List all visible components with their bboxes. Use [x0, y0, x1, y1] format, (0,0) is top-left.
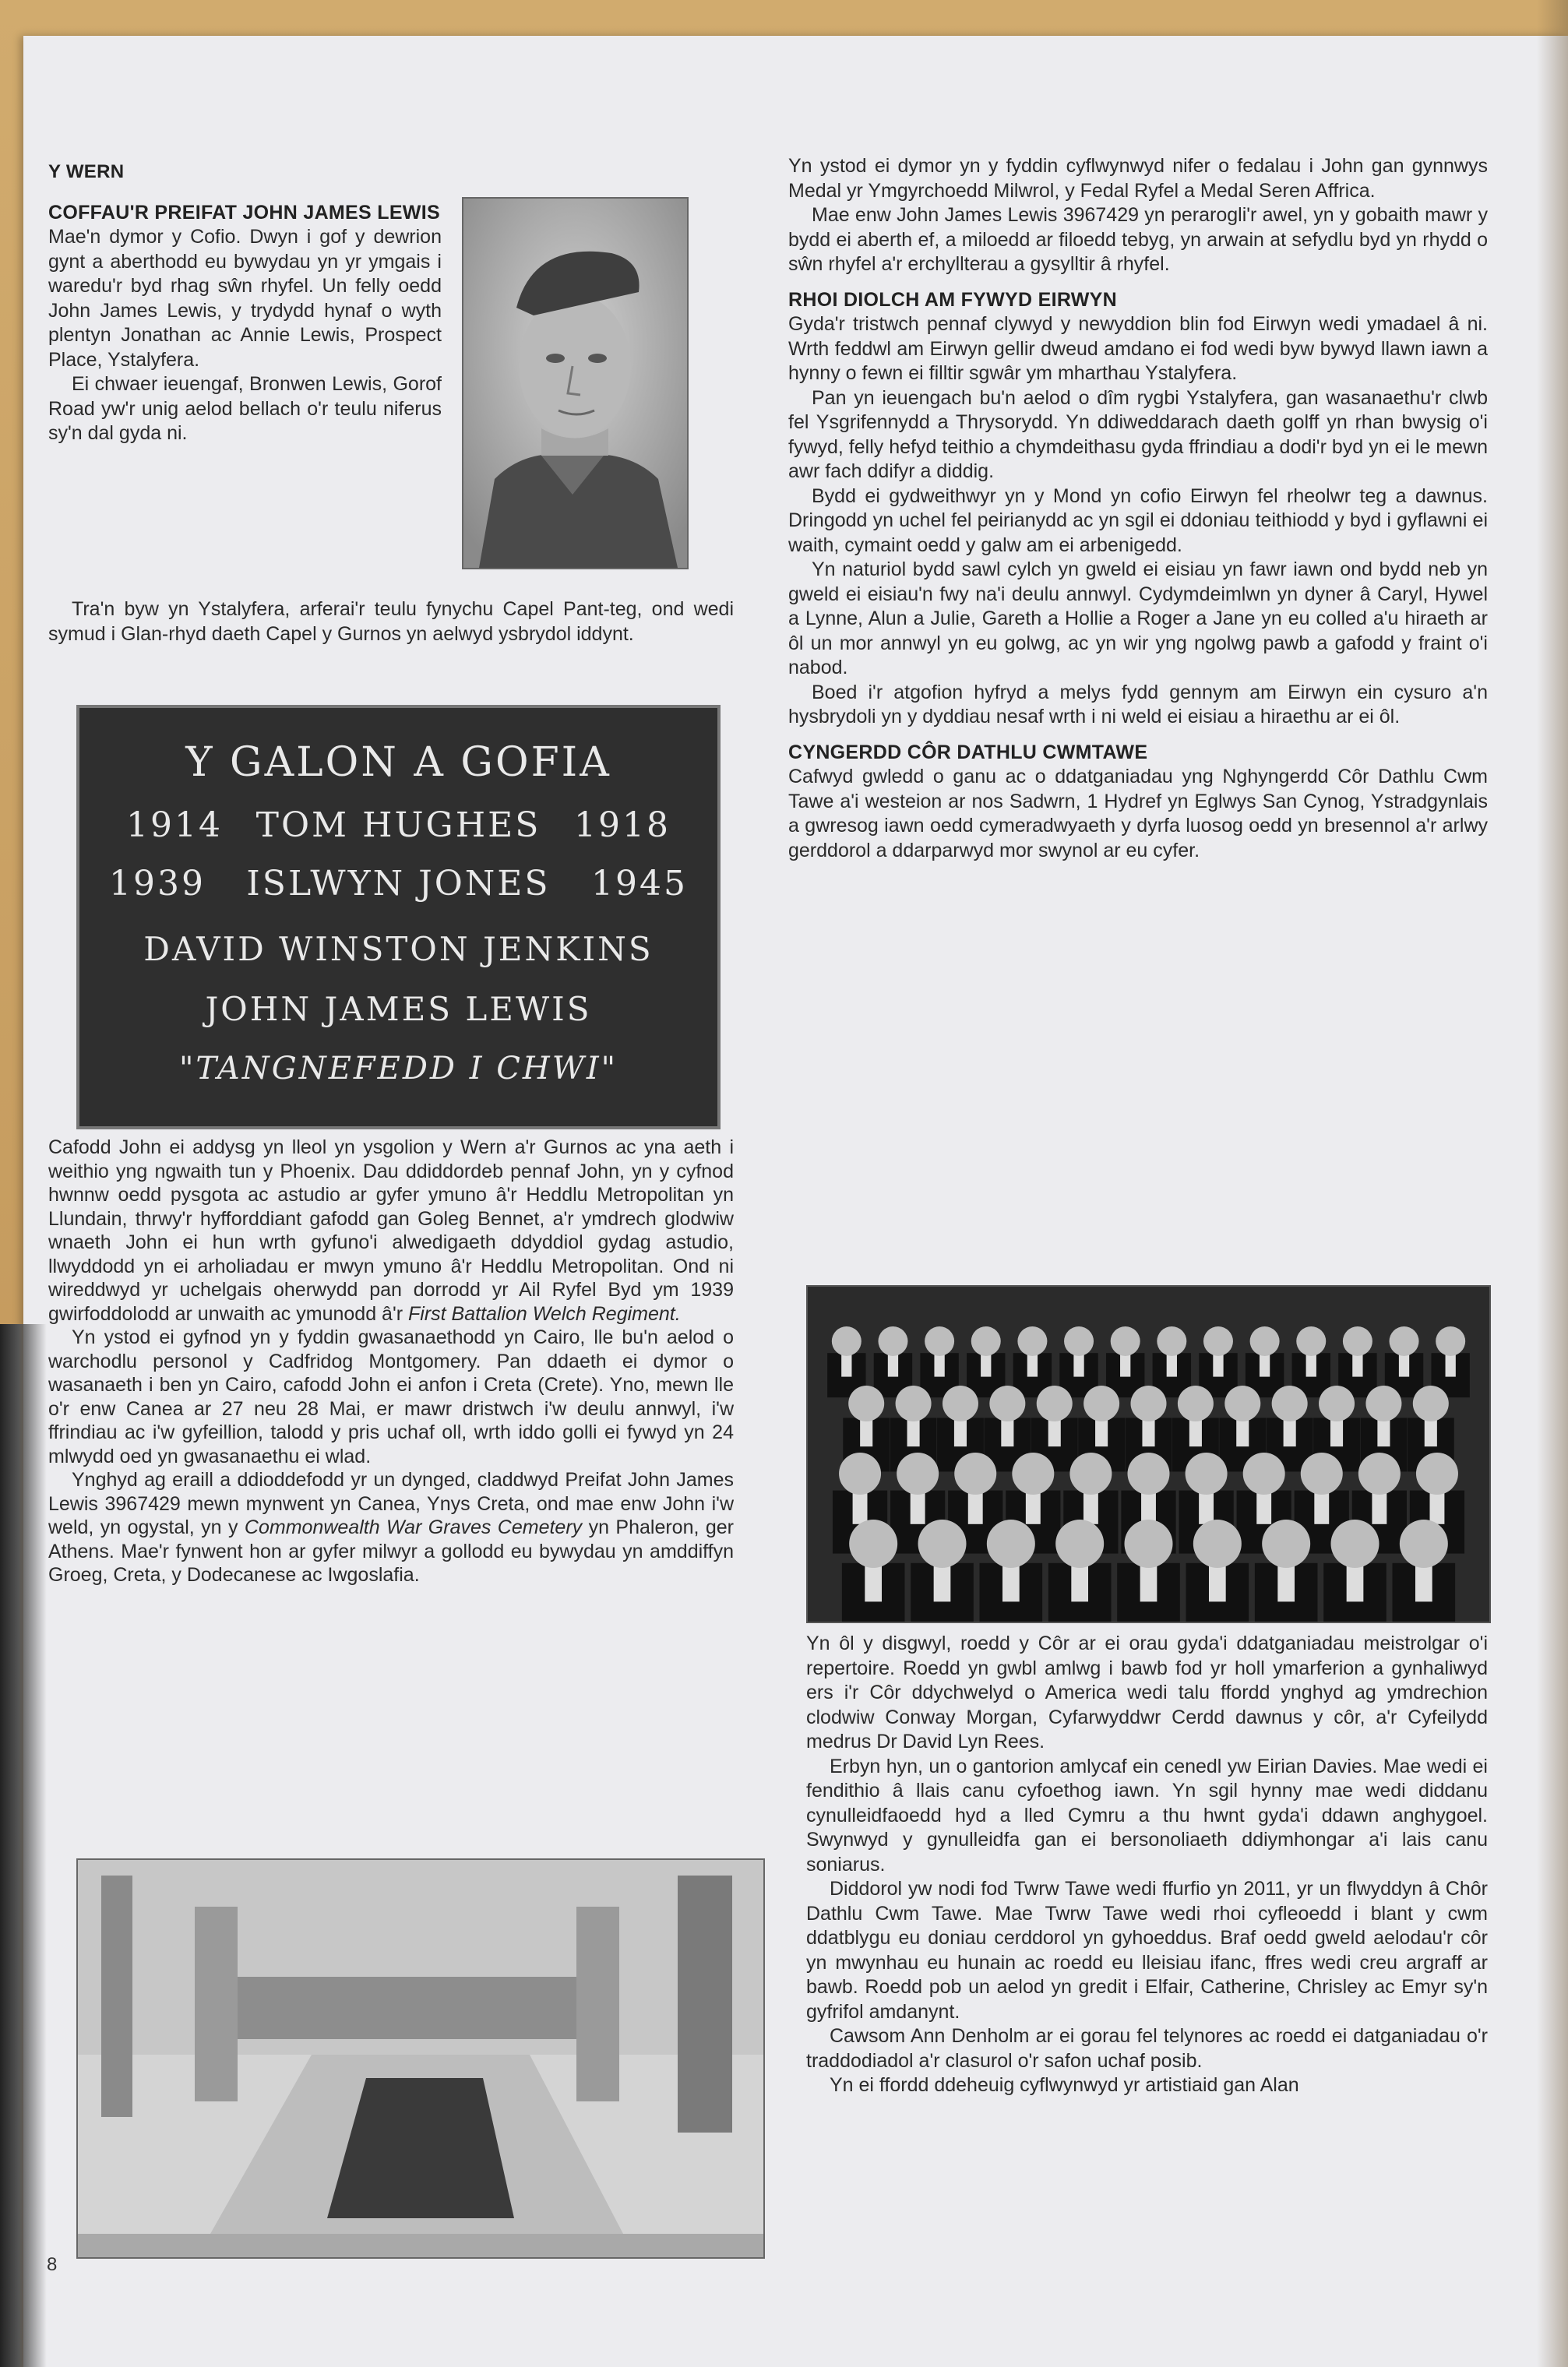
right-column-top [788, 154, 1488, 863]
right-column-bottom [806, 1632, 1488, 2098]
plaque-line-2 [79, 805, 717, 845]
lewis-paragraph-2: Ei chwaer ieuengaf, Bronwen Lewis, Gorof Road yw'r unig aelod bellach o'r teulu niferus sy'n dal gyda ni. [48, 373, 442, 444]
plaque-line-5: JOHN JAMES LEWIS [205, 990, 592, 1028]
lewis-paragraph-3: Tra'n byw yn Ystalyfera, arferai'r teulu fynychu Capel Pant-teg, ond wedi symud i Glan-rhyd daeth Capel y Gurnos yn aelwyd ysbrydol iddynt. [48, 598, 734, 645]
plaque-year-1914: 1914 [126, 805, 223, 845]
concert-paragraph-5: Cawsom Ann Denholm ar ei gorau fel telynores ac roedd ei datganiadau o'r traddodiadol a'r clasurol o'r safon uchaf posib. [806, 2025, 1488, 2072]
left-column-top [48, 160, 687, 185]
plaque-name-islwyn-jones: ISLWYN JONES [246, 864, 551, 903]
article-heading-concert: CYNGERDD CÔR DATHLU CWMTAWE [788, 741, 1148, 763]
lewis-paragraph-1: Mae'n dymor y Cofio. Dwyn i gof y dewrion gynt a aberthodd eu bywydau yn yr ymgais i waredu'r byd rhag sŵn rhyfel. Un felly oedd John James Lewis, y trydydd hynaf o wyth plentyn Jonathan ac Annie Lewis, Prospect Place, Ystalyfera. [48, 226, 442, 371]
concert-paragraph-1: Cafwyd gwledd o ganu ac o ddatganiadau yng Nghyngerdd Côr Dathlu Cwm Tawe a'i westeion ar nos Sadwrn, 1 Hydref yn Eglwys San Cynog, Ystradgynlais a gwresog iawn oedd cymeradwyaeth y dyrfa luosog oedd yn bresennol a'r arlwy gerddorol a ddarparwyd mor swynol ar eu cyfer. [788, 766, 1488, 861]
lewis-paragraph-4 [48, 1136, 734, 1326]
battalion-name: First Battalion Welch Regiment. [408, 1302, 681, 1325]
plaque-year-1939: 1939 [109, 864, 206, 903]
plaque-year-1918: 1918 [574, 805, 671, 845]
eirwyn-paragraph-3: Bydd ei gydweithwyr yn y Mond yn cofio Eirwyn fel rheolwr teg a dawnus. Dringodd yn uchel fel peirianydd ac yn sgil ei ddoniau teithiodd y byd i gyflawni ei waith, cymaint oedd y galw am ei arbenigedd. [788, 484, 1488, 556]
lewis-paragraph-6-text-b: yn Phaleron, ger Athens. Mae'r fynwent hon ar gyfer milwyr a gollodd eu bywydau yn amddiffyn Groeg, Creta, y Dodecanese ac Iwgoslafia. [48, 1516, 734, 1586]
page-shadow-left [0, 1324, 47, 2367]
page-shadow-right [1537, 0, 1568, 2367]
plaque-line-3 [79, 864, 717, 903]
lewis-paragraph-8: Mae enw John James Lewis 3967429 yn perarogli'r awel, yn y gobaith mawr y bydd ei aberth ef, a miloedd ar filoedd tebyg, yn arwain at sefydlu byd yn rhydd o sŵn rhyfel a'r erchyllterau a gysylltir â rhyfel. [788, 204, 1488, 275]
choir-photo [806, 1285, 1491, 1623]
left-column-cont [48, 597, 734, 646]
cemetery-name: Commonwealth War Graves Cemetery [244, 1516, 583, 1538]
portrait-photo-john-james-lewis [462, 197, 689, 569]
lewis-paragraph-5: Yn ystod ei gyfnod yn y fyddin gwasanaethodd yn Cairo, lle bu'n aelod o warchodlu personol y Cadfridog Montgomery. Pan ddaeth ei dymor o wasanaeth i ben yn Cairo, cafodd John ei anfon i Creta (Crete). Yno, mewn lle o'r enw Canea ar 27 neu 28 Mai, er mawr dristwch i'w deulu annwyl, i'w ffrindiau ac i'w gyfeillion, talodd y pris uchaf oll, wrth iddo golli ei fywyd yn 24 mlwydd oed yn gwasanaethu ei wlad. [48, 1326, 734, 1467]
eirwyn-paragraph-5: Boed i'r atgofion hyfryd a melys fydd gennym am Eirwyn ein cysuro a'n hysbrydoli yn y dyddiau nesaf wrth i ni weld ei eisiau a hiraethu ar ei ôl. [788, 681, 1488, 727]
lewis-paragraph-6 [48, 1468, 734, 1587]
concert-paragraph-4: Diddorol yw nodi fod Twrw Tawe wedi ffurfio yn 2011, yr un flwyddyn â Chôr Dathlu Cwm Tawe. Mae Twrw Tawe wedi rhoi cyfleoedd i blant y cwm ddatblygu eu doniau cerddorol yn gyhoeddus. Braf oedd gweld aelodau'r côr yn mwynhau eu hunain ac roedd eu lleisiau ifanc, ffres wedi creu argraff ar bawb. Roedd pob un aelod yn gredit i Elfair, Catherine, Chrisley ac Emyr sy'n gyfrifol amdanynt. [806, 1878, 1488, 2023]
lewis-paragraph-6-text-a: Ynghyd ag eraill a ddioddefodd yr un dynged, claddwyd Preifat John James Lewis 3967429 mewn mynwent yn Canea, Ynys Creta, ond mae enw John i'w weld, yn ogystal, yn y [48, 1469, 734, 1538]
page-number: 8 [47, 2254, 58, 2275]
left-column-intro [48, 201, 442, 446]
article-heading-lewis: COFFAU'R PREIFAT JOHN JAMES LEWIS [48, 202, 440, 224]
lewis-paragraph-7: Yn ystod ei dymor yn y fyddin cyflwynwyd nifer o fedalau i John gan gynnwys Medal yr Ymgyrchoedd Milwrol, y Fedal Ryfel a Medal Seren Affrica. [788, 155, 1488, 202]
plaque-line-6: "TANGNEFEDD I CHWI" [178, 1051, 618, 1087]
plaque-line-1: Y GALON A GOFIA [185, 739, 611, 786]
war-cemetery-photo [76, 1858, 765, 2259]
lewis-paragraph-4-text: Cafodd John ei addysg yn lleol yn ysgolion y Wern a'r Gurnos ac yna aeth i weithio yng ngwaith tun y Phoenix. Dau ddiddordeb pennaf John, yn y cyfnod hwnnw oedd pysgota ac astudio ar gyfer ymuno â'r Heddlu Metropolitan yn Llundain, thrwy'r hyfforddiant gafodd gan Goleg Bennet, a'r ymdrech glodwiw wnaeth John ei hun wrth gyfuno'i alwedigaeth ddyddiol gydag astudio, llwyddodd yn ei arholiadau er mwyn ymuno â'r Heddlu Metropolitan. Ond ni wireddwyd yr uchelgais oherwydd pan dorrodd yr Ail Ryfel Byd ym 1939 gwirfoddolodd ar unwaith ac ymunodd â'r [48, 1136, 734, 1325]
plaque-year-1945: 1945 [591, 864, 688, 903]
plaque-line-4: DAVID WINSTON JENKINS [143, 930, 654, 968]
concert-paragraph-6: Yn ei ffordd ddeheuig cyflwynwyd yr artistiaid gan Alan [830, 2074, 1299, 2096]
left-column-bottom [48, 1136, 734, 1587]
memorial-plaque-photo [76, 705, 721, 1129]
section-label: Y WERN [48, 161, 125, 182]
plaque-name-tom-hughes: TOM HUGHES [255, 805, 541, 845]
eirwyn-paragraph-1: Gyda'r tristwch pennaf clywyd y newyddion blin fod Eirwyn wedi ymadael â ni. Wrth feddwl am Eirwyn gellir dweud amdano ei fod wedi byw bywyd llawn iawn a hynny o fewn ei filltir sgwâr ym mharthau Ystalyfera. [788, 313, 1488, 384]
eirwyn-paragraph-2: Pan yn ieuengach bu'n aelod o dîm rygbi Ystalyfera, gan wasanaethu'r clwb fel Ysgrifennydd a Thrysorydd. Yn ddiweddarach daeth golff yn rhan bwysig o'i fywyd, felly hefyd teithio a chymdeithasu gyda ffrindiau a dodi'r byd yn ei le mewn awr fach ddifyr a diddig. [788, 386, 1488, 482]
eirwyn-paragraph-4: Yn naturiol bydd sawl cylch yn gweld ei eisiau yn fawr iawn ond bydd neb yn gweld ei eisiau'n fwy na'i deulu annwyl. Cydymdeimlwn yn dyner â Caryl, Hywel a Lynne, Alun a Julie, Gareth a Hollie a Roger a Jane yn eu colled a'u hiraeth ar ôl un mor annwyl yn eu golwg, ac yn wir yng ngolwg pawb a gafodd y fraint o'i nabod. [788, 558, 1488, 678]
concert-paragraph-2: Yn ôl y disgwyl, roedd y Côr ar ei orau gyda'i ddatganiadau meistrolgar o'i repertoire. Roedd yn gwbl amlwg i bawb fod yr holl ymarferion a gynhaliwyd ers i'r Côr ddychwelyd o America wedi talu ffordd ynghyd ag ymdrechion clodwiw Conway Morgan, Cyfarwyddwr Cerdd dawnus y côr, a'r Cyfeilydd medrus Dr David Lyn Rees. [806, 1633, 1488, 1752]
concert-paragraph-3: Erbyn hyn, un o gantorion amlycaf ein cenedl yw Eirian Davies. Mae wedi ei fendithio â llais canu cyfoethog iawn. Yn sgil hynny mae wedi diddanu cynulleidfaoedd hyd a lled Cymru a thu hwnt gyda'i ddawn anghygoel. Swynwyd y gynulleidfa gan ei bersonoliaeth ddiymhongar a'i lais canu soniarus. [806, 1755, 1488, 1876]
article-heading-eirwyn: RHOI DIOLCH AM FYWYD EIRWYN [788, 288, 1117, 311]
